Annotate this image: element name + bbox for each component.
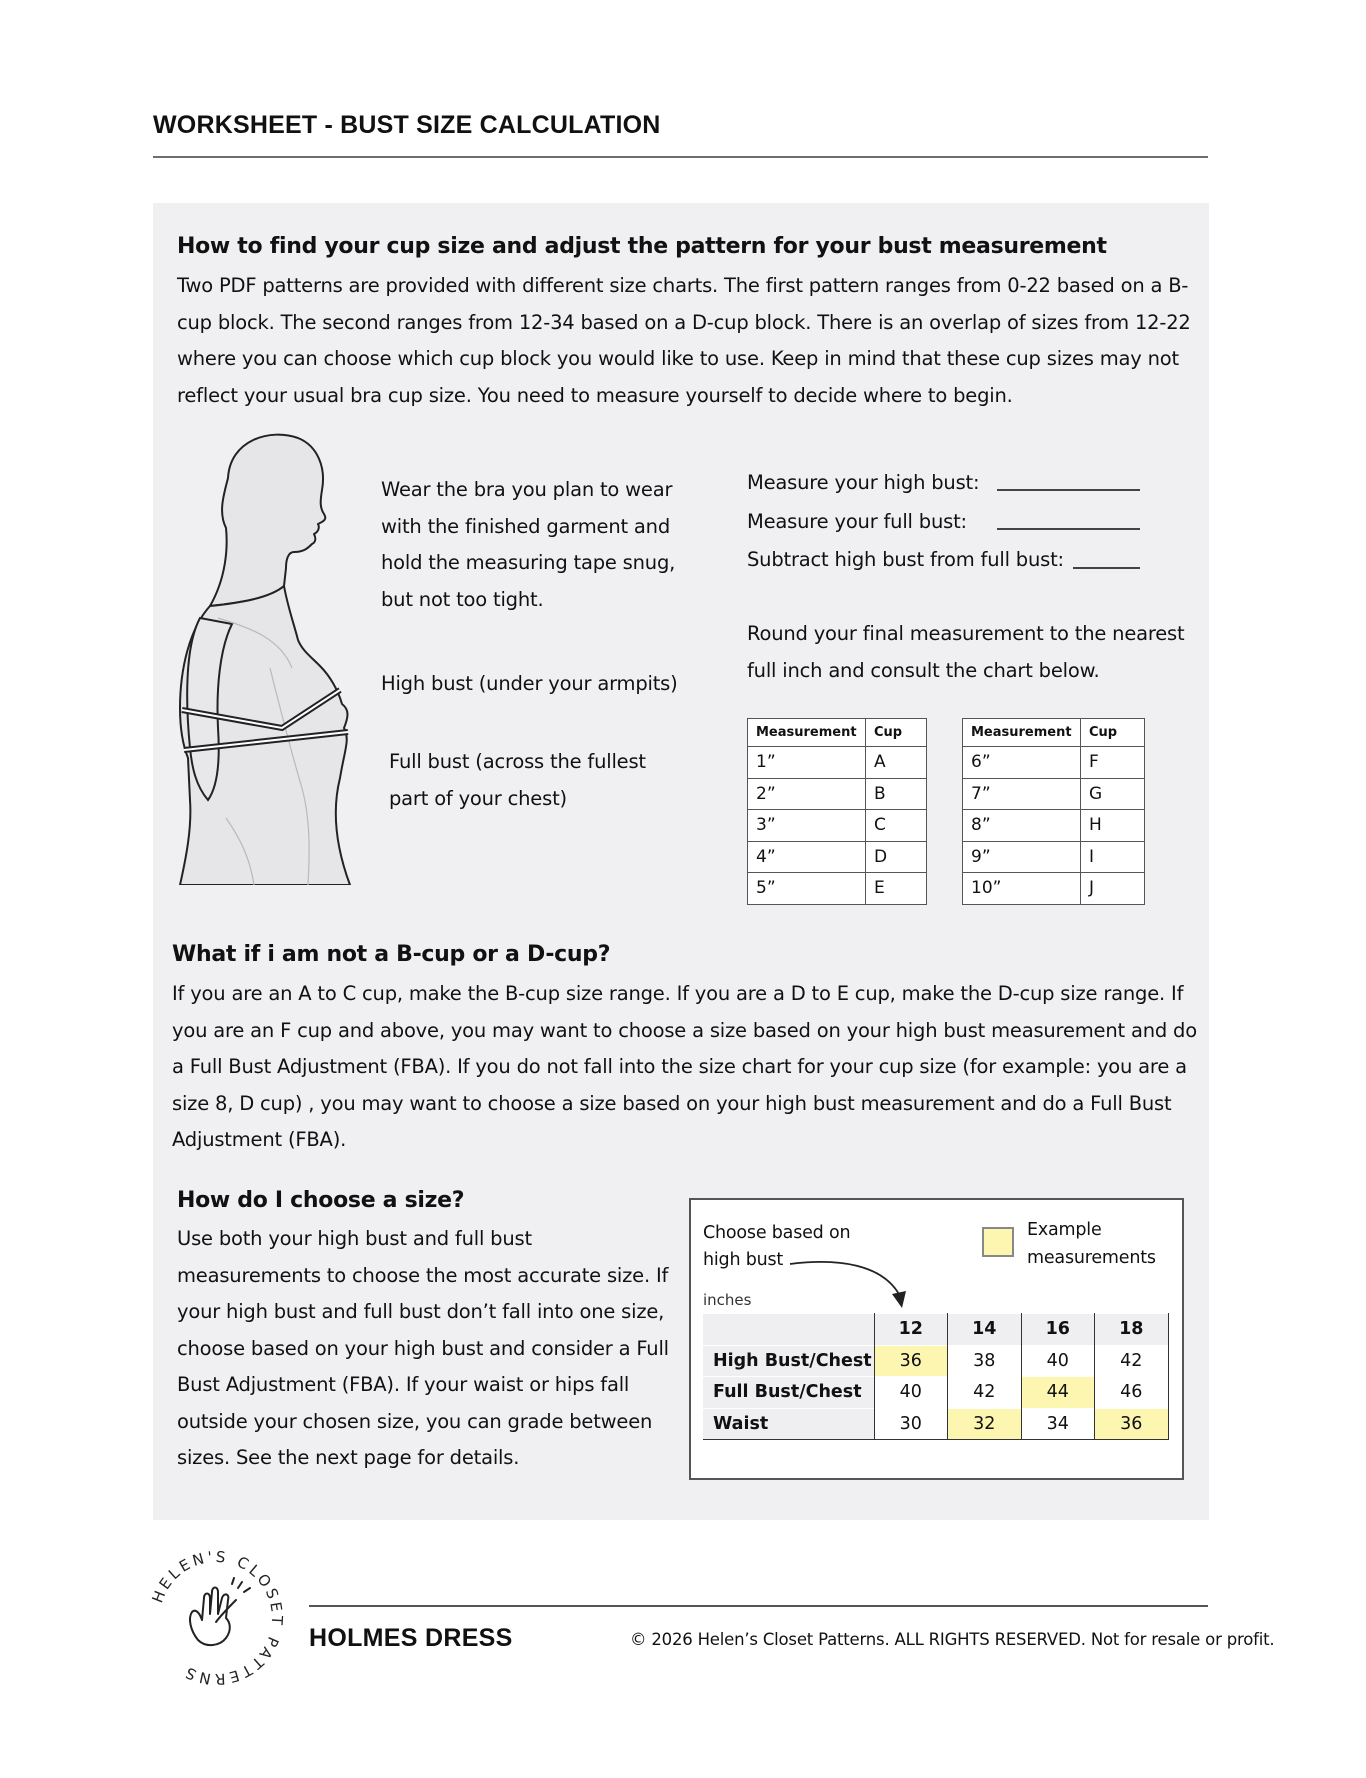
row-label: Full Bust/Chest — [703, 1377, 874, 1409]
measurement-cell: 4” — [748, 841, 866, 873]
cup-cell: G — [1081, 778, 1145, 810]
pattern-name: HOLMES DRESS — [309, 1624, 513, 1652]
logo-wordmark: HELEN'S CLOSET PATTERNS — [148, 1548, 286, 1688]
legend-label: Example measurements — [1027, 1220, 1156, 1268]
full-bust-prompt: Measure your full bust: — [747, 510, 967, 533]
table-row — [963, 778, 1145, 810]
page-title: WORKSHEET - BUST SIZE CALCULATION — [153, 111, 661, 139]
measurement-cell: 8” — [963, 810, 1081, 842]
table-row — [703, 1345, 1168, 1377]
cup-cell: H — [1081, 810, 1145, 842]
high-bust-blank — [997, 489, 1140, 491]
measurement-cell: 6” — [963, 747, 1081, 779]
cup-cell: J — [1081, 873, 1145, 905]
copyright-notice: © 2026 Helen’s Closet Patterns. ALL RIGHTS RESERVED. Not for resale or profit. — [630, 1630, 1275, 1649]
cup-table-left — [747, 718, 927, 905]
corner-cell — [703, 1314, 874, 1346]
measurement-cell: 3” — [748, 810, 866, 842]
curved-arrow-icon — [788, 1256, 918, 1312]
size-header: 16 — [1021, 1314, 1095, 1346]
row-label: Waist — [703, 1408, 874, 1440]
table-row — [703, 1377, 1168, 1409]
size-chart-table — [703, 1313, 1169, 1440]
cup-cell: A — [866, 747, 927, 779]
table-row — [963, 747, 1145, 779]
measurement-value: 30 — [874, 1408, 948, 1440]
subtract-prompt: Subtract high bust from full bust: — [747, 548, 1064, 571]
measurement-value: 44 — [1021, 1377, 1095, 1409]
cup-table-right — [962, 718, 1145, 905]
table-row — [748, 873, 927, 905]
measurement-value: 42 — [948, 1377, 1022, 1409]
measurement-value: 36 — [874, 1345, 948, 1377]
measurement-value: 36 — [1095, 1408, 1169, 1440]
cup-question-heading: What if i am not a B-cup or a D-cup? — [172, 942, 611, 967]
measurement-value: 38 — [948, 1345, 1022, 1377]
measurement-value: 40 — [874, 1377, 948, 1409]
difference-blank — [1073, 567, 1140, 569]
brand-logo — [146, 1548, 286, 1688]
cup-cell: I — [1081, 841, 1145, 873]
measurement-cell: 2” — [748, 778, 866, 810]
measurement-cell: 5” — [748, 873, 866, 905]
size-question-heading: How do I choose a size? — [177, 1188, 465, 1213]
header-divider — [153, 156, 1208, 158]
cup-cell: E — [866, 873, 927, 905]
cup-question-paragraph: If you are an A to C cup, make the B-cup size range. If you are a D to E cup, make the D-cup size range. If you are an F cup and above, you may want to choose a size based on your high bust measurement and do a Full Bust Adjustment (FBA). If you do not fall into the size chart for your cup size (for example: you are a size 8, D cup) , you may want to choose a size based on your high bust measurement and do a Full Bust Adjustment (FBA). — [172, 982, 1197, 1151]
cup-header: Cup — [866, 719, 927, 747]
cup-cell: C — [866, 810, 927, 842]
choose-based-label: Choose based on high bust — [703, 1223, 851, 1270]
full-bust-caption: Full bust (across the fullest part of your chest) — [389, 750, 646, 810]
measurement-cell: 1” — [748, 747, 866, 779]
size-header: 12 — [874, 1314, 948, 1346]
measurement-value: 46 — [1095, 1377, 1169, 1409]
measurement-cell: 7” — [963, 778, 1081, 810]
mannequin-illustration — [170, 428, 385, 885]
table-row — [748, 747, 927, 779]
measuring-instructions: Wear the bra you plan to wear with the finished garment and hold the measuring tape snug, but not too tight. — [381, 478, 676, 611]
high-bust-caption: High bust (under your armpits) — [381, 672, 678, 695]
high-bust-prompt: Measure your high bust: — [747, 471, 980, 494]
size-header: 14 — [948, 1314, 1022, 1346]
intro-heading: How to find your cup size and adjust the pattern for your bust measurement — [177, 234, 1107, 259]
cup-cell: D — [866, 841, 927, 873]
intro-paragraph: Two PDF patterns are provided with different size charts. The first pattern ranges from 0-22 based on a B-cup block. The second ranges from 12-34 based on a D-cup block. There is an overlap of sizes from 12-22 where you can choose which cup block you would like to use. Keep in mind that these cup sizes may not reflect your usual bra cup size. You need to measure yourself to decide where to begin. — [177, 274, 1191, 407]
cup-header: Cup — [1081, 719, 1145, 747]
table-row — [703, 1408, 1168, 1440]
measurement-cell: 10” — [963, 873, 1081, 905]
table-row — [748, 841, 927, 873]
table-row — [963, 841, 1145, 873]
table-row — [963, 873, 1145, 905]
size-question-paragraph: Use both your high bust and full bust measurements to choose the most accurate size. If your high bust and full bust don’t fall into one size, choose based on your high bust and consider a Full Bust Adjustment (FBA). If your waist or hips fall outside your chosen size, you can grade between sizes. See the next page for details. — [177, 1227, 669, 1469]
cup-cell: F — [1081, 747, 1145, 779]
measurement-cell: 9” — [963, 841, 1081, 873]
table-row — [963, 810, 1145, 842]
measurement-value: 40 — [1021, 1345, 1095, 1377]
svg-text:HELEN'S CLOSET PATTERNS — [148, 1548, 286, 1688]
unit-label: inches — [703, 1291, 752, 1309]
measurement-value: 34 — [1021, 1408, 1095, 1440]
measurement-header: Measurement — [963, 719, 1081, 747]
size-header: 18 — [1095, 1314, 1169, 1346]
rounding-note: Round your final measurement to the nearest full inch and consult the chart below. — [747, 622, 1185, 682]
measurement-header: Measurement — [748, 719, 866, 747]
row-label: High Bust/Chest — [703, 1345, 874, 1377]
full-bust-blank — [997, 528, 1140, 530]
cup-cell: B — [866, 778, 927, 810]
measurement-value: 42 — [1095, 1345, 1169, 1377]
table-row — [748, 810, 927, 842]
legend-swatch — [982, 1227, 1014, 1257]
measurement-value: 32 — [948, 1408, 1022, 1440]
footer-divider — [309, 1605, 1208, 1607]
table-row — [748, 778, 927, 810]
